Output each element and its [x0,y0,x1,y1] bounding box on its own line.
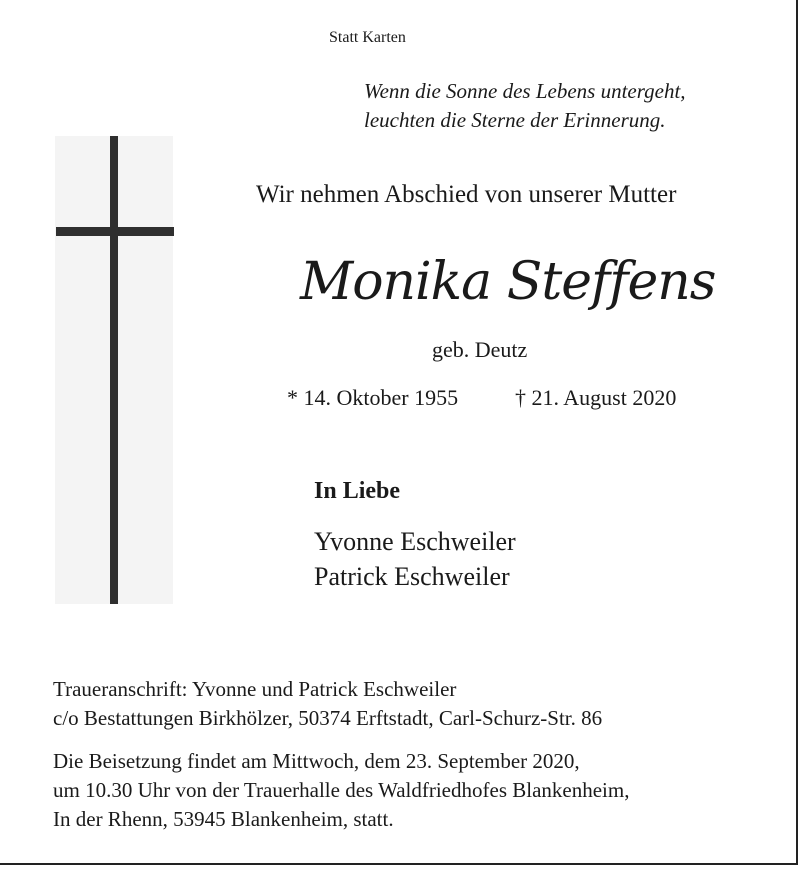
quote-line-1: Wenn die Sonne des Lebens untergeht, [364,79,686,103]
funeral-line-3: In der Rhenn, 53945 Blankenheim, statt. [53,807,394,831]
address-line-1: Traueranschrift: Yvonne und Patrick Eschweiler [53,677,457,701]
funeral-line-2: um 10.30 Uhr von der Trauerhalle des Waldfriedhofes Blankenheim, [53,778,630,802]
mourner-name: Yvonne Eschweiler [314,527,516,556]
farewell-intro: Wir nehmen Abschied von unserer Mutter [256,181,677,208]
funeral-line-1: Die Beisetzung findet am Mittwoch, dem 23. September 2020, [53,749,580,773]
statt-karten-label: Statt Karten [329,29,406,46]
maiden-name: geb. Deutz [432,337,528,362]
mourners-heading: In Liebe [314,478,401,504]
memorial-quote [364,77,686,135]
funeral-info [53,747,629,834]
birth-date: * 14. Oktober 1955 [287,385,459,410]
mourning-address [53,675,602,733]
quote-line-2: leuchten die Sterne der Erinnerung. [364,108,666,132]
latin-cross-icon [110,136,118,604]
death-date: † 21. August 2020 [515,385,677,410]
address-line-2: c/o Bestattungen Birkhölzer, 50374 Erftstadt, Carl-Schurz-Str. 86 [53,706,603,730]
mourner-name: Patrick Eschweiler [314,562,510,591]
cross-crossbar [56,227,174,236]
deceased-name: Monika Steffens [300,252,716,312]
